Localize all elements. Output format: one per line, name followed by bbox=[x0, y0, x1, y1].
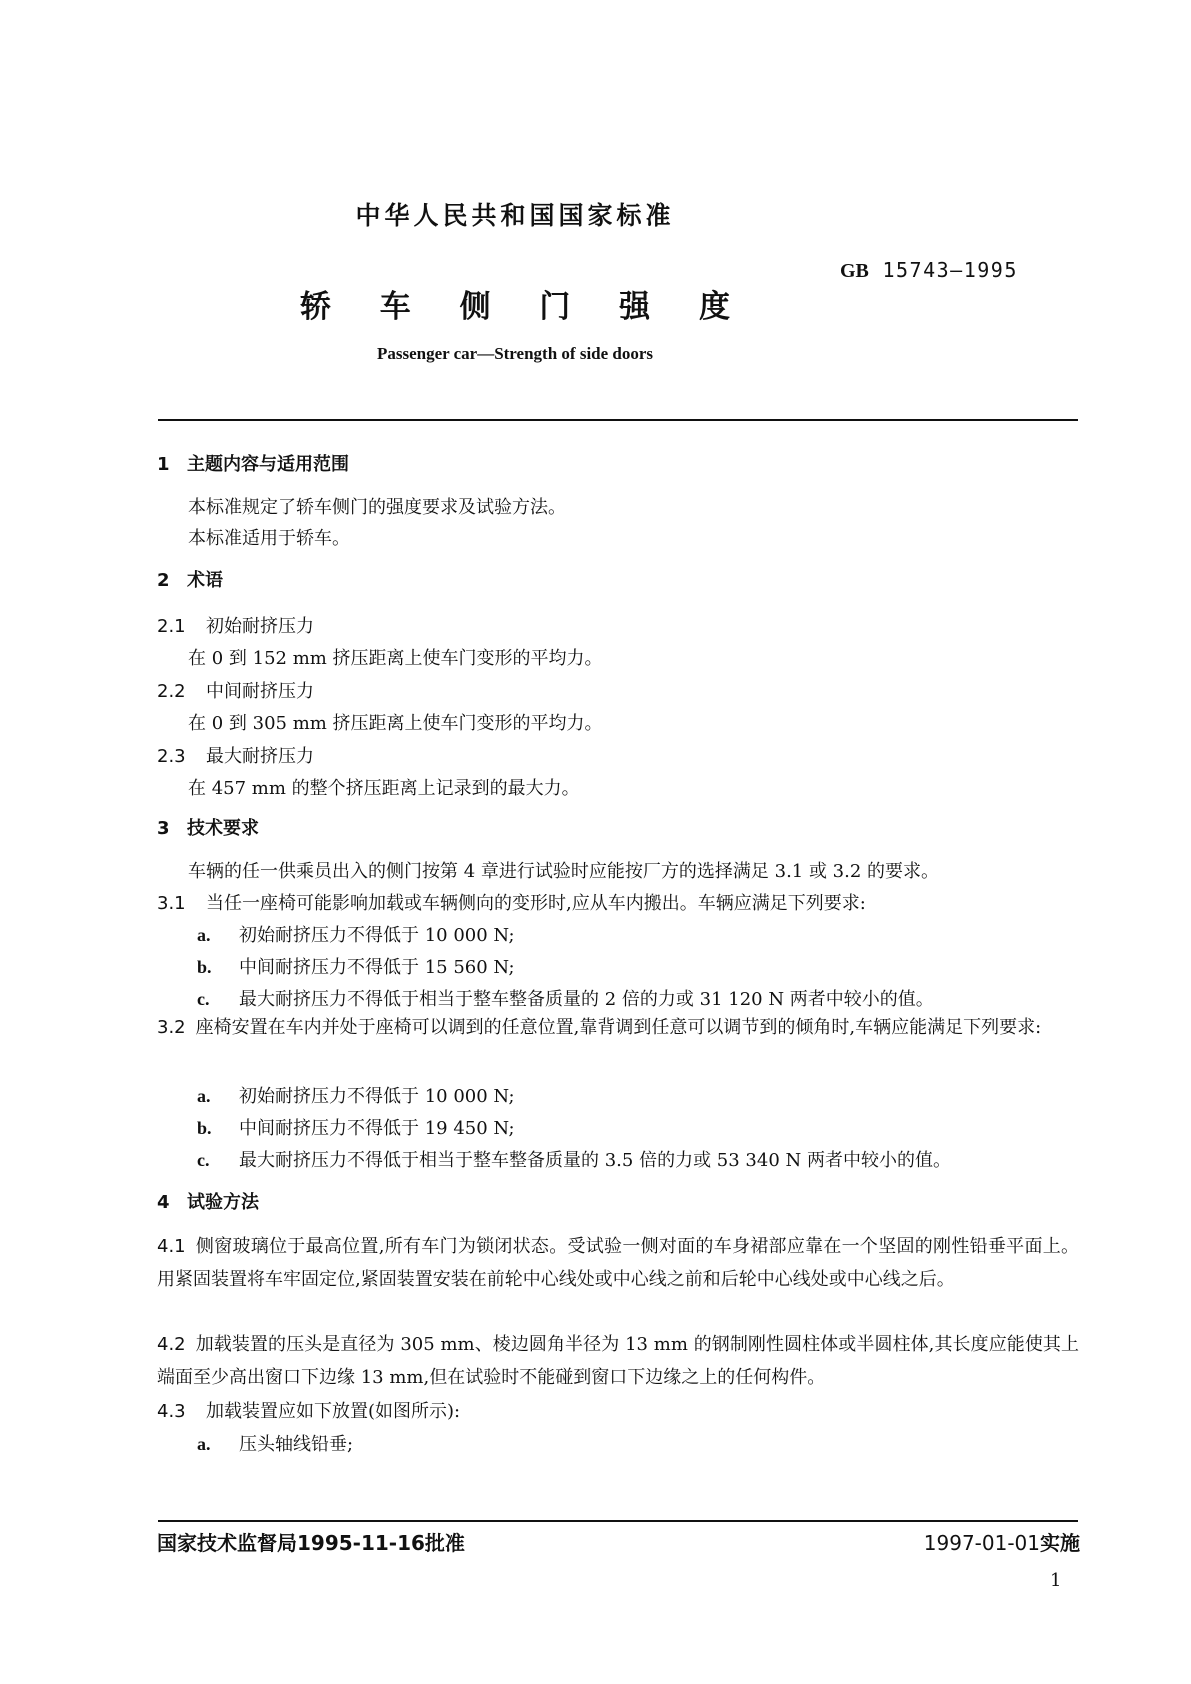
section-3-intro: 车辆的任一供乘员出入的侧门按第 4 章进行试验时应能按厂方的选择满足 3.1 或 3.2 的要求。 bbox=[188, 861, 940, 882]
term-2-2-name: 中间耐挤压力 bbox=[206, 681, 314, 702]
standard-code bbox=[840, 258, 1018, 283]
effective-date: 1997-01-01 bbox=[923, 1531, 1040, 1555]
top-rule bbox=[158, 419, 1078, 421]
title-english: Passenger car—Strength of side doors bbox=[376, 344, 654, 363]
section-3-heading: 3 技术要求 bbox=[157, 818, 259, 839]
clause-4-2-text: 加载装置的压头是直径为 305 mm、棱边圆角半径为 13 mm 的钢制刚性圆柱体或半圆柱体,其长度应能使其上端面至少高出窗口下边缘 13 mm,但在试验时不能碰到窗口下边缘之上的任何构件。 bbox=[157, 1334, 1079, 1388]
term-2-3: 2.3 最大耐挤压力 bbox=[157, 746, 314, 767]
clause-3-2-item-b: b. 中间耐挤压力不得低于 19 450 N; bbox=[197, 1118, 515, 1139]
effective-line bbox=[880, 1527, 1080, 1556]
section-2-title: 术语 bbox=[187, 570, 223, 591]
section-1-para-2: 本标准适用于轿车。 bbox=[188, 528, 350, 549]
effective-label: 实施 bbox=[1040, 1531, 1080, 1555]
clause-4-3: 4.3 加载装置应如下放置(如图所示): bbox=[157, 1401, 461, 1422]
bottom-rule bbox=[158, 1520, 1078, 1522]
term-2-1-definition: 在 0 到 152 mm 挤压距离上使车门变形的平均力。 bbox=[188, 648, 603, 669]
clause-3-1-item-c: c. 最大耐挤压力不得低于相当于整车整备质量的 2 倍的力或 31 120 N 两者中较小的值。 bbox=[197, 989, 934, 1010]
section-2-heading: 2 术语 bbox=[157, 570, 223, 591]
term-2-3-name: 最大耐挤压力 bbox=[206, 746, 314, 767]
page-number: 1 bbox=[1050, 1570, 1062, 1591]
clause-4-3-item-a: a. 压头轴线铅垂; bbox=[197, 1434, 354, 1455]
clause-3-2-text: 座椅安置在车内并处于座椅可以调到的任意位置,靠背调到任意可以调节到的倾角时,车辆应能满足下列要求: bbox=[195, 1017, 1042, 1038]
clause-4-2: 4.2 加载装置的压头是直径为 305 mm、棱边圆角半径为 13 mm 的钢制刚性圆柱体或半圆柱体,其长度应能使其上端面至少高出窗口下边缘 13 mm,但在试验时不能碰到窗口下边缘之上的任何构件。 bbox=[157, 1334, 1079, 1388]
approval-line: 国家技术监督局1995-11-16批准 bbox=[157, 1531, 465, 1555]
clause-3-2-item-c: c. 最大耐挤压力不得低于相当于整车整备质量的 3.5 倍的力或 53 340 N 两者中较小的值。 bbox=[197, 1150, 951, 1171]
code-number: 15743—1995 bbox=[882, 258, 1018, 282]
standard-type: 中华人民共和国国家标准 bbox=[355, 201, 675, 230]
term-2-1: 2.1 初始耐挤压力 bbox=[157, 616, 314, 637]
section-1-heading: 1 主题内容与适用范围 bbox=[157, 454, 349, 475]
section-4-title: 试验方法 bbox=[187, 1192, 259, 1213]
clause-4-3-text: 加载装置应如下放置(如图所示): bbox=[206, 1401, 461, 1422]
section-3-title: 技术要求 bbox=[187, 818, 259, 839]
term-2-3-definition: 在 457 mm 的整个挤压距离上记录到的最大力。 bbox=[188, 778, 580, 799]
section-4-heading: 4 试验方法 bbox=[157, 1192, 259, 1213]
clause-3-1-item-b: b. 中间耐挤压力不得低于 15 560 N; bbox=[197, 957, 515, 978]
section-1-para-1: 本标准规定了轿车侧门的强度要求及试验方法。 bbox=[188, 497, 566, 518]
clause-3-2-item-a: a. 初始耐挤压力不得低于 10 000 N; bbox=[197, 1086, 515, 1107]
title-chinese: 轿 车 侧 门 强 度 bbox=[300, 289, 730, 325]
section-1-title: 主题内容与适用范围 bbox=[187, 454, 349, 475]
clause-4-1-text: 侧窗玻璃位于最高位置,所有车门为锁闭状态。受试验一侧对面的车身裙部应靠在一个坚固的刚性铅垂平面上。用紧固装置将车牢固定位,紧固装置安装在前轮中心线处或中心线之前和后轮中心线处或中心线之后。 bbox=[157, 1236, 1079, 1290]
clause-4-1: 4.1 侧窗玻璃位于最高位置,所有车门为锁闭状态。受试验一侧对面的车身裙部应靠在一个坚固的刚性铅垂平面上。用紧固装置将车牢固定位,紧固装置安装在前轮中心线处或中心线之前和后轮中心线处或中心线之后。 bbox=[157, 1236, 1079, 1290]
term-2-2-definition: 在 0 到 305 mm 挤压距离上使车门变形的平均力。 bbox=[188, 713, 603, 734]
clause-3-1-text: 当任一座椅可能影响加载或车辆侧向的变形时,应从车内搬出。车辆应满足下列要求: bbox=[206, 893, 866, 914]
clause-3-2: 3.2 座椅安置在车内并处于座椅可以调到的任意位置,靠背调到任意可以调节到的倾角时,车辆应能满足下列要求: bbox=[157, 1017, 1042, 1038]
code-prefix: GB bbox=[840, 260, 869, 282]
term-2-2: 2.2 中间耐挤压力 bbox=[157, 681, 314, 702]
clause-3-1-item-a: a. 初始耐挤压力不得低于 10 000 N; bbox=[197, 925, 515, 946]
term-2-1-name: 初始耐挤压力 bbox=[206, 616, 314, 637]
clause-3-1: 3.1 当任一座椅可能影响加载或车辆侧向的变形时,应从车内搬出。车辆应满足下列要求: bbox=[157, 893, 866, 914]
